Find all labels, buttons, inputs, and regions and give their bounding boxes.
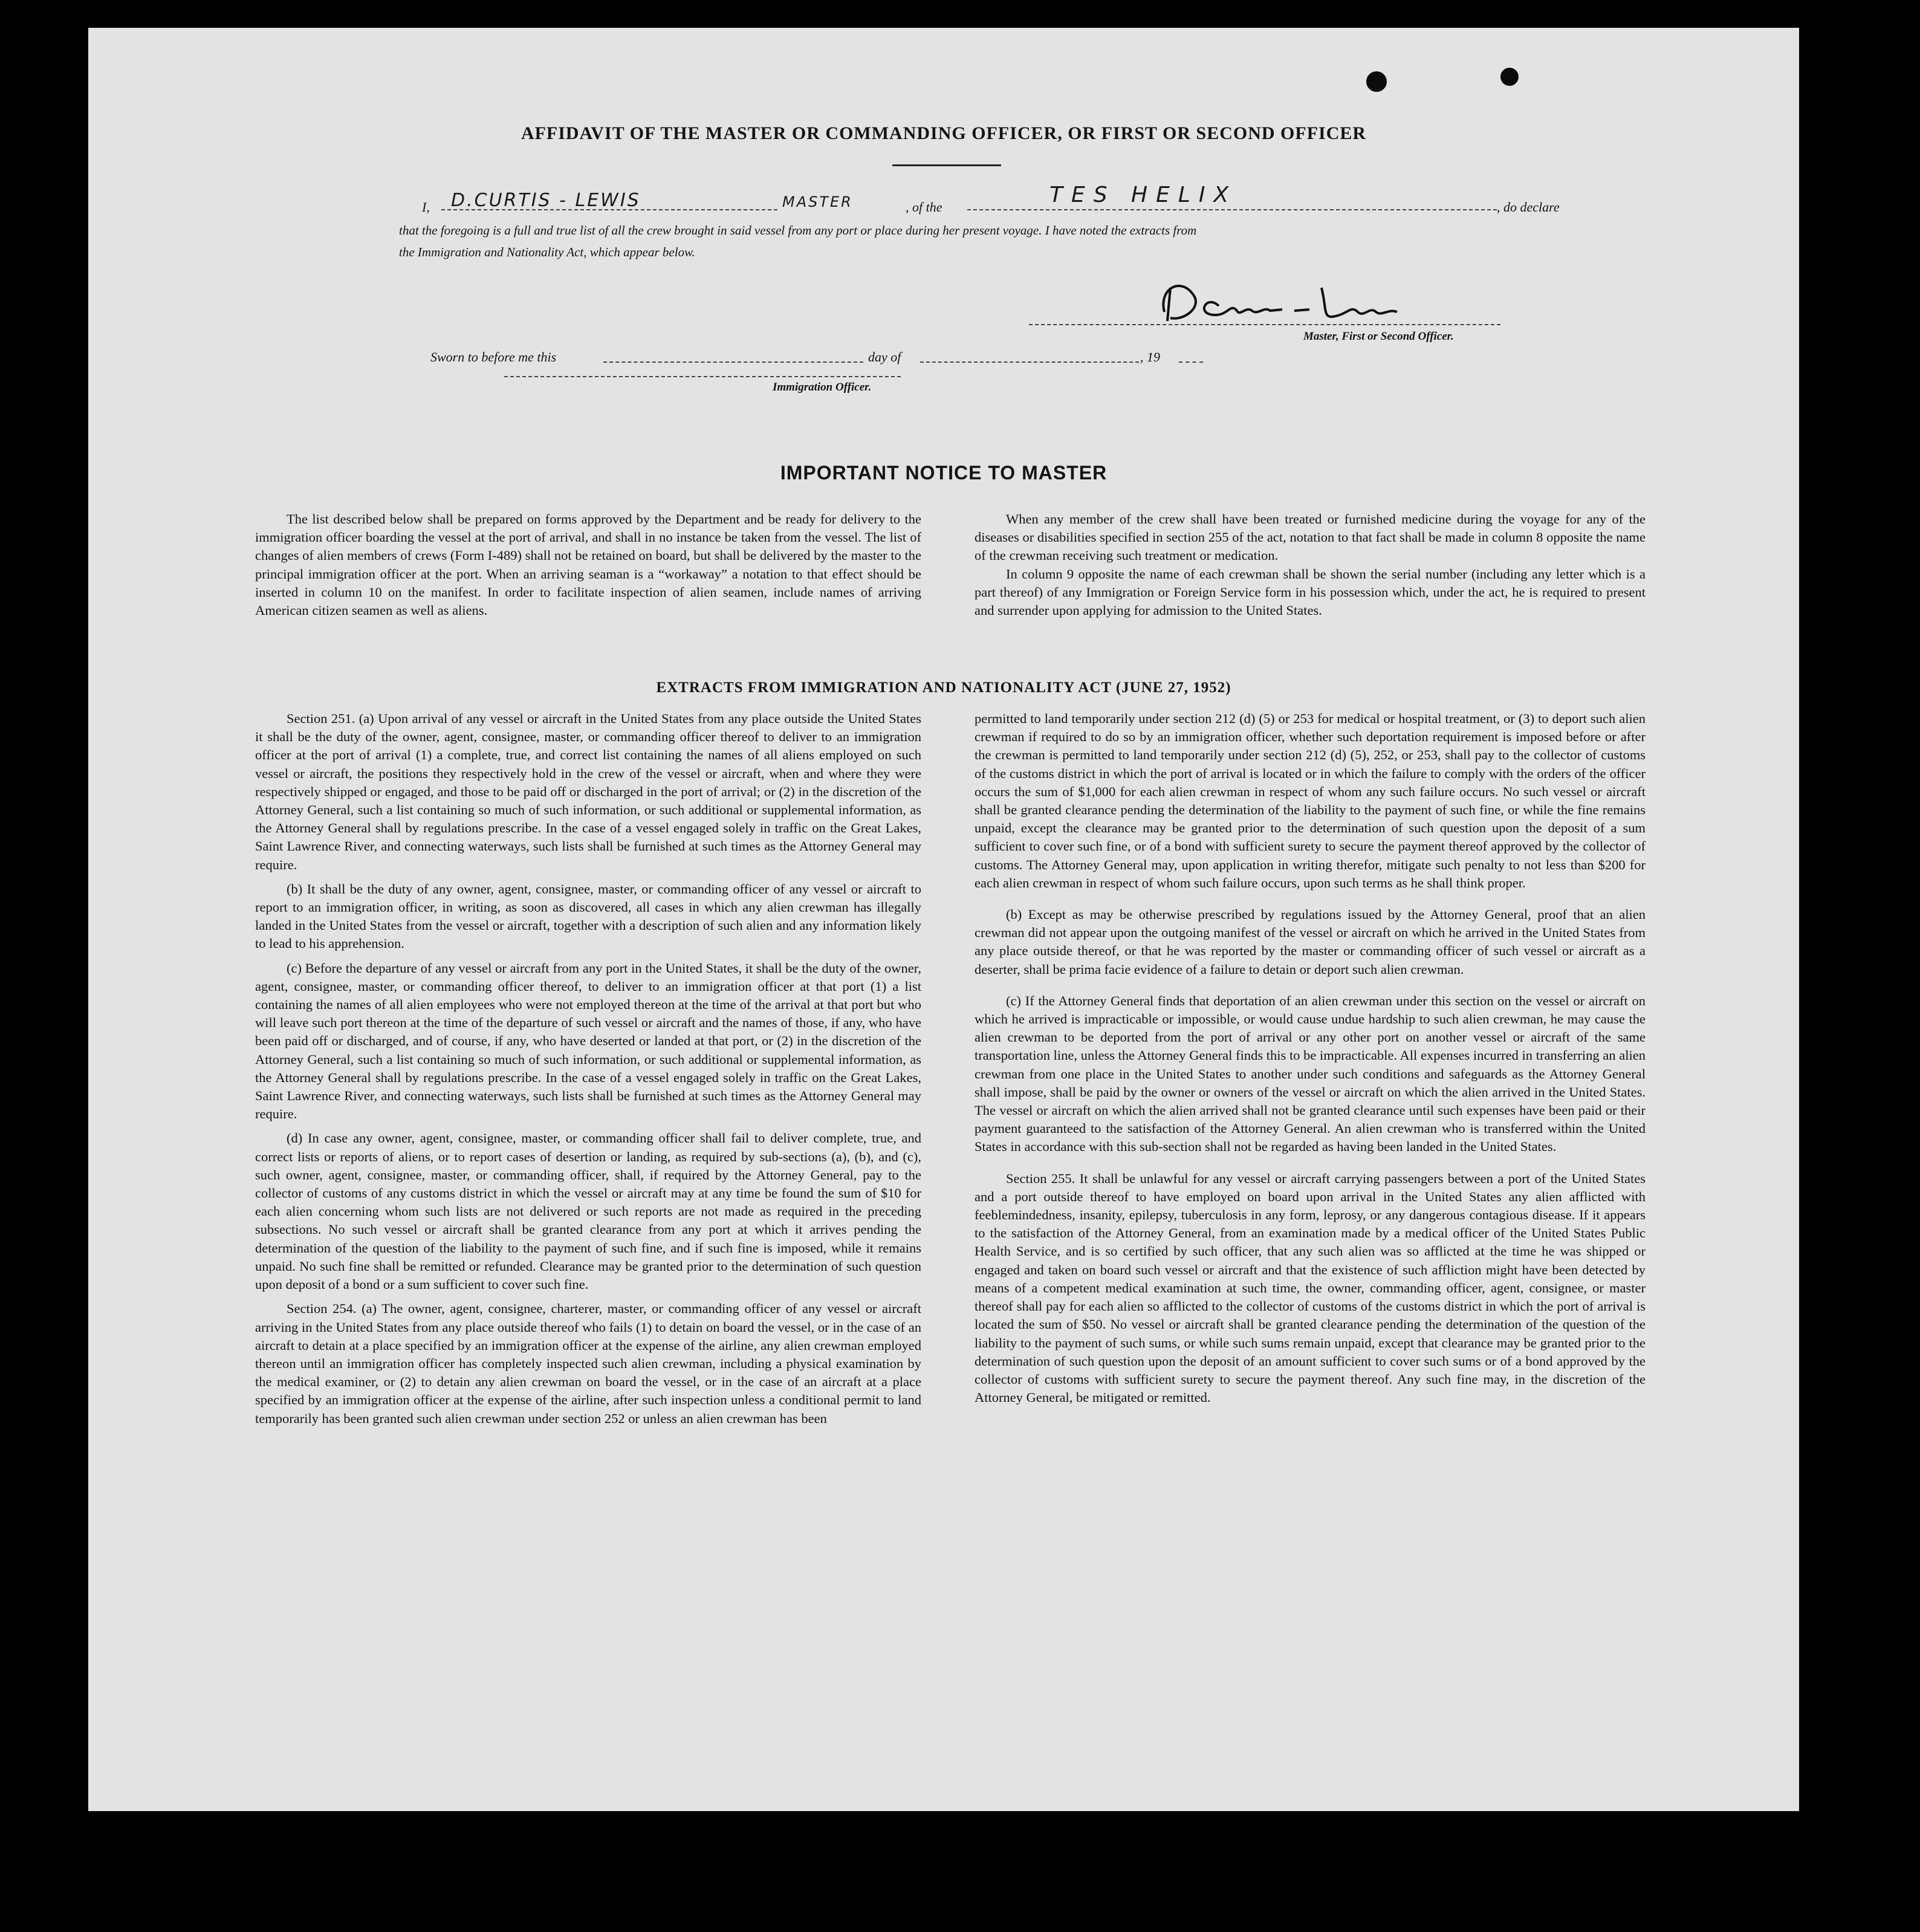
section-255: Section 255. It shall be unlawful for any vessel or aircraft carrying passengers between a port of the United States and a port outside thereof to have employed on board upon arrival in the United States any alien afflicted with feeblemindedness, insanity, epilepsy, tuberculosis in any form, leprosy, or any dangerous contagious disease. If it appears to the satisfaction of the Attorney General, from an examination made by a medical officer of the United States Public Health Service, and is so certified by such officer, that any such alien was so afflicted at the time he was shipped or engaged and taken on board such vessel or aircraft and that the existence of such affliction might have been detected by means of a competent medical examination at such time, the owner, commanding officer, agent, consignee, or master thereof shall pay for each alien so afflicted to the collector of customs of the customs district in which the port of arrival is located the sum of $50. No vessel or aircraft shall be granted clearance pending the determination of the question of the liability to the payment of such sums, or while such sums remain unpaid, except that clearance may be granted prior to the determination of such question upon the deposit of an amount sufficient to cover such sums or of a bond approved by the collector of customs with sufficient surety to secure the payment thereof. Any such fine may, in the discretion of the Attorney General, be mitigated or remitted. (975, 1170, 1646, 1405)
ink-blot (1500, 68, 1519, 86)
immigration-officer-line (504, 376, 901, 377)
extracts-right-column (975, 710, 1646, 1413)
section-251-a: Section 251. (a) Upon arrival of any vessel or aircraft in the United States from any place outside the United States it shall be the duty of the owner, agent, consignee, master, or commanding officer thereof to deliver to an immigration officer at the port of arrival (1) a complete, true, and correct list containing the names of all aliens employed on such vessel or aircraft, the positions they respectively hold in the crew of the vessel or aircraft, when and where they were respectively shipped or engaged, and those to be paid off or discharged in the port of arrival; or (2) in the discretion of the Attorney General, such a list containing so much of such information, or such additional or supplemental information, as the Attorney General shall by regulations prescribe. In the case of a vessel engaged solely in traffic on the Great Lakes, Saint Lawrence River, and connecting waterways, such lists shall be furnished at such times as the Attorney General may require. (255, 711, 921, 872)
section-254-a-continued: permitted to land temporarily under section 212 (d) (5) or 253 for medical or hospital treatment, or (3) to deport such alien crewman if required to do so by an immigration officer, whether such deportation requirement is imposed before or after the crewman is permitted to land temporarily under section 212 (d) (5), 252, or 253, shall pay to the collector of customs of the customs district in which the port of arrival is located or in which the failure to comply with the orders of the officer occurs the sum of $1,000 for each alien crewman in respect of whom any such failure occurs. No such vessel or aircraft shall be granted clearance pending the determination of the liability to the payment of such fine, or while the fine remains unpaid, except the clearance may be granted prior to the determination of such question upon the deposit of a sum sufficient to cover such fine, or of a bond with sufficient surety to secure the payment thereof approved by the collector of customs. The Attorney General may, upon application in writing therefor, mitigate such penalty to not less than $200 for each alien crewman in respect of whom such failure occurs, upon such terms as he shall think proper. (975, 711, 1646, 890)
master-signature (1146, 264, 1406, 336)
notice-left-column (255, 510, 921, 626)
section-251-b: (b) It shall be the duty of any owner, agent, consignee, master, or commanding officer of any vessel or aircraft to report to an immigration officer, in writing, as soon as discovered, all cases in which any alien crewman has illegally landed in the United States from the vessel or aircraft, together with a description of such alien and any information likely to lead to his apprehension. (255, 881, 921, 951)
i-prefix: I, (422, 199, 430, 215)
notice-right-paragraph-2: In column 9 opposite the name of each crewman shall be shown the serial number (including any letter which is a part thereof) of any Immigration or Foreign Service form in his possession which, under the act, he is required to present and surrender upon applying for admission to the United States. (975, 566, 1646, 618)
sworn-year-line (1179, 361, 1203, 363)
ink-blot (1366, 71, 1387, 92)
extracts-title: EXTRACTS FROM IMMIGRATION AND NATIONALITY ACT (JUNE 27, 1952) (656, 679, 1231, 696)
of-the-text: , of the (906, 199, 942, 215)
do-declare-text: , do declare (1497, 199, 1560, 215)
affidavit-title: AFFIDAVIT OF THE MASTER OR COMMANDING OFFICER, OR FIRST OR SECOND OFFICER (521, 123, 1367, 143)
notice-right-paragraph-1: When any member of the crew shall have been treated or furnished medicine during the voyage for any of the diseases or disabilities specified in section 255 of the act, notation to that fact shall be made in column 8 opposite the name of the crewman receiving such treatment or medication. (975, 511, 1646, 563)
rank-handwritten: MASTER (782, 193, 853, 210)
form-page (88, 28, 1799, 1811)
notice-title: IMPORTANT NOTICE TO MASTER (780, 462, 1108, 484)
vessel-name-line (967, 209, 1497, 210)
sworn-month-line (920, 361, 1139, 363)
title-underline (892, 164, 1001, 166)
sworn-prefix: Sworn to before me this (430, 349, 557, 365)
section-251-d: (d) In case any owner, agent, consignee, master, or commanding officer shall fail to deliver complete, true, and correct lists or reports of aliens, or to report cases of desertion or landing, as required by sub-sections (a), (b), and (c), such owner, agent, consignee, master, or commanding officer, shall, if required by the Attorney General, pay to the collector of customs of any customs district in which the vessel or aircraft may at any time be found the sum of $10 for each alien concerning whom such lists are not delivered or such reports are not made as required in the preceding subsections. No such vessel or aircraft shall be granted clearance from any port at which it arrives pending the determination of the question of the liability to the payment of such fine, and if such fine is imposed, while it remains unpaid. No such fine shall be remitted or refunded. Clearance may be granted prior to the determination of such question upon deposit of a bond or a sum sufficient to cover such fine. (255, 1130, 921, 1292)
master-name-handwritten: D.CURTIS - LEWIS (451, 190, 641, 211)
declaration-line-2: the Immigration and Nationality Act, which appear below. (399, 245, 695, 259)
sworn-day-line (603, 361, 863, 363)
section-251-c: (c) Before the departure of any vessel or aircraft from any port in the United States, it shall be the duty of the owner, agent, consignee, master, or commanding officer thereof, to deliver to an immigration officer at that port (1) a list containing the names of all alien employees who were not employed thereon at the time of the arrival at that port but who will leave such port thereon at the time of the departure of such vessel or aircraft and the names of those, if any, who have been paid off or discharged, and of course, if any, who have deserted or landed at that port, or (2) in the discretion of the Attorney General, such a list containing so much of such information, or such additional or supplemental information, as the Attorney General shall by regulations prescribe. In the case of a vessel engaged solely in traffic on the Great Lakes, Saint Lawrence River, and connecting waterways, such lists shall be furnished at such times as the Attorney General may require. (255, 960, 921, 1122)
declaration-line-1: that the foregoing is a full and true list of all the crew brought in said vessel from any port or place during her present voyage. I have noted the extracts from (399, 223, 1197, 238)
signature-caption: Master, First or Second Officer. (1303, 330, 1454, 343)
extracts-left-column (255, 710, 921, 1434)
notice-right-column (975, 510, 1646, 626)
year-prefix: , 19 (1140, 349, 1160, 365)
vessel-name-handwritten: TES HELIX (1049, 183, 1237, 207)
section-254-a: Section 254. (a) The owner, agent, consignee, charterer, master, or commanding officer of any vessel or aircraft arriving in the United States from any place outside thereof who fails (1) to detain on board the vessel, or in the case of an aircraft to detain at a place specified by an immigration officer at the expense of the airline, any alien crewman employed thereon until an immigration officer has completely inspected such alien crewman, including a physical examination by the medical examiner, or (2) to detain any alien crewman on board the vessel, or in the case of an aircraft at a place specified by an immigration officer at the expense of the airline, after such inspection unless a conditional permit to land temporarily has been granted such alien crewman under section 252 or unless an alien crewman has been (255, 1301, 921, 1426)
section-254-b: (b) Except as may be otherwise prescribed by regulations issued by the Attorney General, proof that an alien crewman did not appear upon the outgoing manifest of the vessel or aircraft on which he arrived in the United States from any place outside thereof, or that he was reported by the master or commanding officer of such vessel or aircraft as a deserter, shall be prima facie evidence of a failure to detain or deport such alien crewman. (975, 907, 1646, 977)
section-254-c: (c) If the Attorney General finds that deportation of an alien crewman under this section on the vessel or aircraft on which he arrived is impracticable or impossible, or would cause undue hardship to such alien crewman, he may cause the alien crewman to be deported from the port of arrival or any other port on another vessel or aircraft of the same transportation line, unless the Attorney General finds this to be impracticable. All expenses incurred in transferring an alien crewman from one place in the United States to another under such conditions and safeguards as the Attorney General shall impose, shall be paid by the owner or owners of the vessel or aircraft on which the alien arrived in the United States. The vessel or aircraft on which the alien arrived shall not be granted clearance until such expenses have been paid or their payment guaranteed to the satisfaction of the Attorney General. An alien crewman who is transferred within the United States in accordance with this sub-section shall not be regarded as having been landed in the United States. (975, 993, 1646, 1155)
day-of-text: day of (868, 349, 901, 365)
immigration-officer-caption: Immigration Officer. (773, 381, 872, 394)
signature-line (1029, 324, 1500, 325)
notice-left-paragraph: The list described below shall be prepared on forms approved by the Department and be ready for delivery to the immigration officer boarding the vessel at the port of arrival, and shall in no instance be taken from the vessel. The list of changes of alien members of crews (Form I-489) shall not be retained on board, but shall be delivered by the master to the principal immigration officer at the port. When an arriving seaman is a “workaway” a notation to that effect should be inserted in column 10 on the manifest. In order to facilitate inspection of alien seamen, include names of arriving American citizen seamen as well as aliens. (255, 511, 921, 618)
